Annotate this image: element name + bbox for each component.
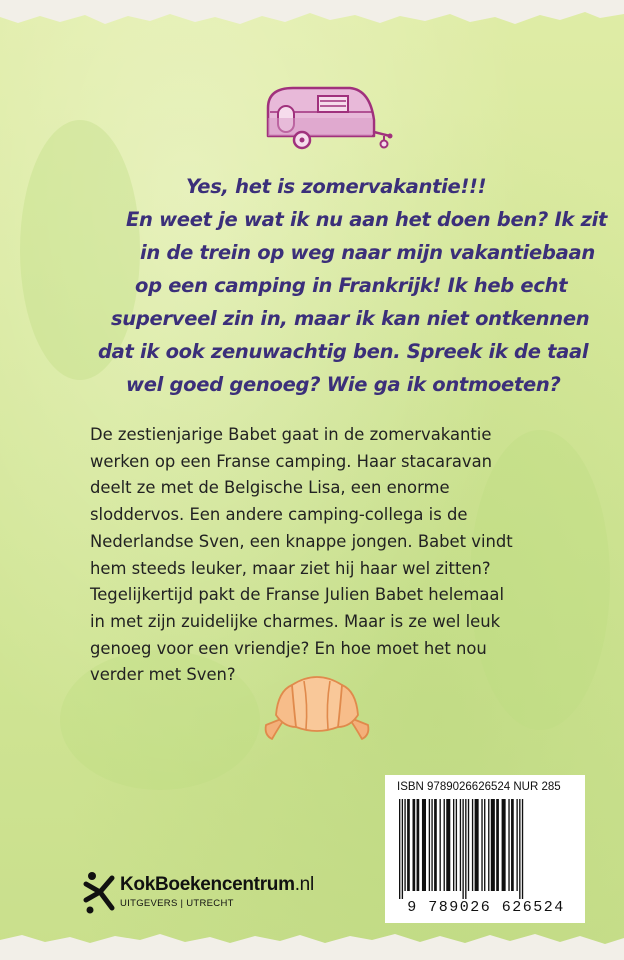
book-blurb <box>90 422 550 689</box>
barcode-bar <box>417 799 420 891</box>
blurb-line: hem steeds leuker, maar ziet hij haar wel zitten? <box>90 558 491 578</box>
barcode-bar <box>440 799 441 891</box>
quote-line: op een camping in Frankrijk! Ik heb echt <box>135 274 568 297</box>
barcode-bar <box>481 799 482 891</box>
caravan-icon <box>258 78 398 158</box>
barcode-bar <box>511 799 514 891</box>
barcode-bar <box>508 799 509 891</box>
barcode-bar <box>488 799 489 891</box>
croissant-icon <box>262 665 372 750</box>
barcode-bar <box>434 799 437 891</box>
barcode-bar <box>407 799 410 891</box>
barcode-bar <box>475 799 479 891</box>
barcode-bar <box>429 799 430 891</box>
barcode-bar <box>413 799 416 891</box>
barcode-bar <box>496 799 499 891</box>
torn-paper-bottom-edge <box>0 924 624 960</box>
barcode-bar <box>456 799 457 891</box>
barcode-bar <box>460 799 461 891</box>
barcode-bar <box>522 799 523 899</box>
barcode-number: 9 789026 626524 <box>407 899 565 916</box>
barcode-bar <box>516 799 517 891</box>
barcode-bar <box>468 799 469 891</box>
kokboekencentrum-logo-icon <box>82 868 120 916</box>
quote-line: En weet je wat ik nu aan het doen ben? Ik zit <box>126 208 608 231</box>
blurb-line: verder met Sven? <box>90 665 236 685</box>
blurb-line: Tegelijkertijd pakt de Franse Julien Babet helemaal <box>90 585 504 605</box>
quote-line: dat ik ook zenuwachtig ben. Spreek ik de taal <box>98 340 589 363</box>
barcode-bar <box>462 799 463 899</box>
blurb-line: deelt ze met de Belgische Lisa, een enorme <box>90 478 450 498</box>
barcode-bar <box>491 799 495 891</box>
barcode-bar <box>402 799 403 899</box>
publisher-block <box>82 868 322 920</box>
blurb-line: werken op een Franse camping. Haar stacaravan <box>90 451 493 471</box>
blurb-line: De zestienjarige Babet gaat in de zomervakantie <box>90 425 492 444</box>
barcode-bar <box>399 799 400 899</box>
quote-line: wel goed genoeg? Wie ga ik ontmoeten? <box>126 373 561 396</box>
barcode-bar <box>484 799 485 891</box>
barcode-bar <box>431 799 432 891</box>
isbn-label: ISBN 9789026626524 NUR 285 <box>397 781 561 793</box>
barcode-bar <box>453 799 454 891</box>
barcode-bar <box>519 799 520 899</box>
barcode-bar <box>446 799 450 891</box>
blurb-line: in met zijn zuidelijke charmes. Maar is ze wel leuk <box>90 611 501 631</box>
blurb-line: genoeg voor een vriendje? En hoe moet het nou <box>90 638 487 658</box>
barcode-bar <box>502 799 506 891</box>
barcode-bar <box>465 799 466 899</box>
barcode-bar <box>444 799 445 891</box>
publisher-subtitle: UITGEVERS | UTRECHT <box>120 898 234 909</box>
barcode-box <box>385 775 585 923</box>
quote-line: in de trein op weg naar mijn vakantiebaan <box>140 241 595 264</box>
barcode-bar <box>422 799 426 891</box>
barcode-bars <box>397 799 575 899</box>
blurb-line: sloddervos. Een andere camping-collega is de <box>90 505 468 525</box>
blurb-line: Nederlandse Sven, een knappe jongen. Babet vindt <box>90 531 513 551</box>
barcode-bar <box>404 799 405 891</box>
barcode-bar <box>472 799 473 891</box>
quote-line: Yes, het is zomervakantie!!! <box>186 175 487 198</box>
quote-line: superveel zin in, maar ik kan niet ontkennen <box>111 307 590 330</box>
publisher-name: KokBoekencentrum.nl <box>120 874 314 895</box>
torn-paper-top-edge <box>0 0 624 40</box>
